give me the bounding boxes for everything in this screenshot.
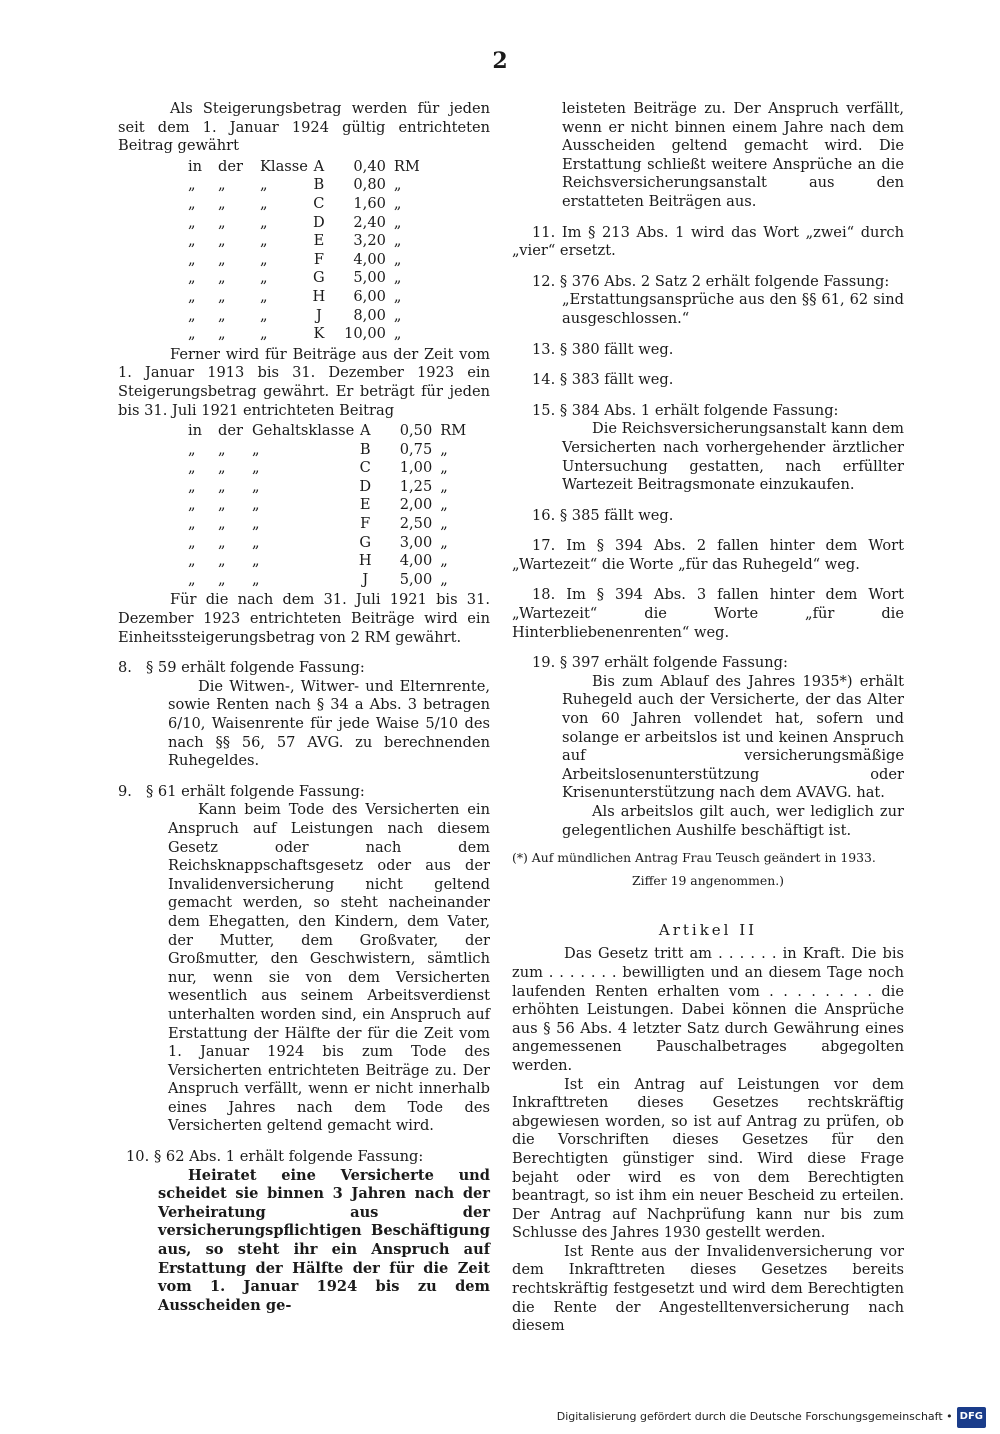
paragraph-1913: Ferner wird für Beiträge aus der Zeit vom 1. Januar 1913 bis 31. Dezember 1923 ein Steigerungsbetrag gewährt. Er beträgt für jeden bis 31. Juli 1921 entrichteten Beitrag <box>118 345 490 419</box>
amount: 6,00 <box>353 287 386 305</box>
rate-row: „ „ „ K 10,00 „ <box>188 325 420 344</box>
article-paragraph-3: Ist Rente aus der Invalidenversicherung vor dem Inkrafttreten dieses Gesetzes bereits rechtskräftig festgesetzt und wird dem Berechtigten die Rente der Angestelltenversicherung nach diesem <box>512 1242 904 1335</box>
unit: „ <box>393 194 402 212</box>
class-letter: F <box>360 515 371 533</box>
item-16: 16. § 385 fällt weg. <box>532 506 674 524</box>
class-letter: D <box>359 477 372 495</box>
amount: 2,00 <box>399 496 433 514</box>
item-12-heading: 12. § 376 Abs. 2 Satz 2 erhält folgende Fassung: <box>532 272 890 290</box>
item-19-text-2: Als arbeitslos gilt auch, wer lediglich zur gelegentlichen Aushilfe beschäftigt ist. <box>562 803 904 839</box>
article-paragraph-1: Das Gesetz tritt am . . . . . . in Kraft. Die bis zum . . . . . . . bewilligten und an diesem Tage noch laufenden Renten erhalten vom . . . . . . . . die erhöhten Leistungen. Dabei können die Ansprüche aus § 56 Abs. 4 letzter Satz durch Gewährung eines angemessenen Pauschalbetrages abgegolten werden. <box>512 945 904 1074</box>
unit: „ <box>440 459 448 477</box>
rate-row: „ „ „ F 4,00 „ <box>188 251 420 270</box>
class-letter: J <box>362 570 369 588</box>
amount: 5,00 <box>353 269 386 287</box>
rate-row: „ „ „ D 1,25 „ <box>188 478 466 497</box>
item-9-heading: 9. § 61 erhält folgende Fassung: <box>118 782 365 800</box>
amount: 4,00 <box>399 552 433 570</box>
amount: 3,20 <box>353 232 386 250</box>
item-12-quote: „Erstattungsansprüche aus den §§ 61, 62 sind ausgeschlossen.“ <box>562 291 904 327</box>
amount: 2,40 <box>353 213 386 231</box>
footer-text: Digitalisierung gefördert durch die Deutsche Forschungsgemeinschaft • <box>556 1410 953 1424</box>
class-letter: E <box>313 232 325 250</box>
intro-paragraph: Als Steigerungsbetrag werden für jeden seit dem 1. Januar 1924 gültig entrichteten Beitrag gewährt <box>118 100 490 155</box>
item-15-text: Die Reichsversicherungsanstalt kann dem Versicherten nach vorhergehender ärztlicher Untersuchung gestatten, nach erfüllter Wartezeit Beitragsmonate einzukaufen. <box>562 420 904 494</box>
unit: „ <box>393 287 402 305</box>
unit: RM <box>393 157 420 175</box>
unit: „ <box>440 533 448 551</box>
amount: 0,40 <box>353 157 386 175</box>
rate-row: „ „ „ J 8,00 „ <box>188 307 420 326</box>
item-8-heading: 8. § 59 erhält folgende Fassung: <box>118 659 365 677</box>
class-letter: A <box>313 157 325 175</box>
item-19-heading: 19. § 397 erhält folgende Fassung: <box>532 654 788 672</box>
unit: „ <box>440 515 448 533</box>
rate-row: „ „ „ B 0,75 „ <box>188 441 466 460</box>
amount: 1,60 <box>353 194 386 212</box>
rate-row: „ „ „ H 6,00 „ <box>188 288 420 307</box>
amount: 10,00 <box>344 325 386 343</box>
amount: 0,50 <box>399 422 433 440</box>
unit: „ <box>393 269 402 287</box>
class-letter: G <box>359 533 372 551</box>
item-14: 14. § 383 fällt weg. <box>532 371 674 389</box>
class-letter: E <box>359 496 371 514</box>
rate-row: „ „ „ H 4,00 „ <box>188 552 466 571</box>
unit: „ <box>440 440 448 458</box>
amount: 1,00 <box>399 459 433 477</box>
amount: 0,80 <box>353 176 386 194</box>
paragraph-unit-rate: Für die nach dem 31. Juli 1921 bis 31. Dezember 1923 entrichteten Beiträge wird ein Einheitssteigerungsbetrag von 2 RM gewährt. <box>118 591 490 646</box>
unit: „ <box>393 325 402 343</box>
amount: 1,25 <box>399 477 433 495</box>
rate-row: „ „ „ J 5,00 „ <box>188 571 466 590</box>
unit: RM <box>440 422 467 440</box>
item-8-text: Die Witwen-, Witwer- und Elternrente, sowie Renten nach § 34 a Abs. 3 betragen 6/10, Waisenrente für jede Waise 5/10 des nach §§ 56, 57 AVG. zu berechnenden Ruhegeldes. <box>168 677 490 770</box>
class-letter: A <box>359 422 371 440</box>
footnote-continued: Ziffer 19 angenommen.) <box>632 873 784 889</box>
item-19-text-1: Bis zum Ablauf des Jahres 1935*) erhält Ruhegeld auch der Versicherte, der das Alter von 60 Jahren vollendet hat, sofern und solange er arbeitslos ist und keinen Anspruch auf versicherungsmäßige Arbeitslosenunterstützung oder Krisenunterstützung nach dem AVAVG. hat. <box>562 672 904 802</box>
class-letter: C <box>359 459 371 477</box>
item-18: 18. Im § 394 Abs. 3 fallen hinter dem Wort „Wartezeit“ die Worte „für die Hinterbliebenenrenten“ weg. <box>512 586 904 641</box>
rate-row: in der Gehaltsklasse A 0,50 RM <box>188 422 467 440</box>
class-letter: F <box>313 250 324 268</box>
rate-row: „ „ „ E 3,20 „ <box>188 232 420 251</box>
unit: „ <box>440 570 448 588</box>
item-10-continued: leisteten Beiträge zu. Der Anspruch verfällt, wenn er nicht binnen einem Jahre nach dem Ausscheiden geltend gemacht wird. Die Erstattung schließt weitere Ansprüche an die Reichsversicherungsanstalt aus den erstatteten Beiträgen aus. <box>562 100 904 210</box>
footnote: (*) Auf mündlichen Antrag Frau Teusch geändert in 1933. <box>512 850 876 866</box>
unit: „ <box>393 250 402 268</box>
item-11: 11. Im § 213 Abs. 1 wird das Wort „zwei“ durch „vier“ ersetzt. <box>512 223 904 260</box>
rate-row: „ „ „ G 5,00 „ <box>188 269 420 288</box>
rate-row: „ „ „ C 1,00 „ <box>188 459 466 478</box>
rate-table-salary-classes <box>188 422 466 589</box>
amount: 3,00 <box>399 533 433 551</box>
rate-row: in der Klasse A 0,40 RM <box>188 157 420 175</box>
amount: 0,75 <box>399 440 433 458</box>
article-paragraph-2: Ist ein Antrag auf Leistungen vor dem Inkrafttreten dieses Gesetzes rechtskräftig abgewiesen worden, so ist auf Antrag zu prüfen, ob die Vorschriften dieses Gesetzes für den Berechtigten günstiger sind. Wird diese Frage bejaht oder wird es von dem Berechtigten beantragt, so ist ihm ein neuer Bescheid zu erteilen. Der Antrag auf Nachprüfung kann nur bis zum Schlusse des Jahres 1930 gestellt werden. <box>512 1075 904 1242</box>
unit: „ <box>393 176 402 194</box>
unit: „ <box>393 306 402 324</box>
class-letter: C <box>313 194 325 212</box>
funding-footer <box>557 1407 986 1428</box>
item-13: 13. § 380 fällt weg. <box>532 340 674 358</box>
rate-row: „ „ „ D 2,40 „ <box>188 214 420 233</box>
article-title: Artikel II <box>658 920 758 939</box>
item-9-text: Kann beim Tode des Versicherten ein Anspruch auf Leistungen nach diesem Gesetz oder nach dem Reichsknappschaftsgesetz oder aus der Invalidenversicherung nicht geltend gemacht werden, so steht nacheinander dem Ehegatten, den Kindern, dem Vater, der Mutter, dem Großvater, der Großmutter, den Geschwistern, sämtlich nur, wenn sie von dem Versicherten wesentlich aus seinem Arbeitsverdienst unterhalten worden sind, ein Anspruch auf Erstattung der Hälfte der für die Zeit vom 1. Januar 1924 bis zum Tode des Versicherten entrichteten Beiträge zu. Der Anspruch verfällt, wenn er nicht innerhalb eines Jahres nach dem Tode des Versicherten geltend gemacht wird. <box>168 801 490 1135</box>
class-letter: H <box>312 287 326 305</box>
unit: „ <box>440 496 448 514</box>
rate-row: „ „ „ B 0,80 „ <box>188 176 420 195</box>
class-letter: K <box>313 325 325 343</box>
left-column <box>118 100 490 1315</box>
amount: 5,00 <box>399 570 433 588</box>
page-number: 2 <box>492 48 508 74</box>
class-letter: D <box>313 213 325 231</box>
item-10-heading: 10. § 62 Abs. 1 erhält folgende Fassung: <box>126 1148 424 1166</box>
class-letter: J <box>315 306 322 324</box>
item-15-heading: 15. § 384 Abs. 1 erhält folgende Fassung: <box>532 401 839 419</box>
rate-row: „ „ „ E 2,00 „ <box>188 496 466 515</box>
amount: 2,50 <box>399 515 433 533</box>
amount: 4,00 <box>353 250 386 268</box>
class-letter: G <box>313 269 325 287</box>
rate-row: „ „ „ C 1,60 „ <box>188 195 420 214</box>
right-column <box>512 100 904 1336</box>
item-10-text: Heiratet eine Versicherte und scheidet sie binnen 3 Jahren nach der Verheiratung aus der versicherungspflichtigen Beschäftigung aus, so steht ihr ein Anspruch auf Erstattung der Hälfte der für die Zeit vom 1. Januar 1924 bis zu dem Ausscheiden ge- <box>158 1166 490 1314</box>
unit: „ <box>440 552 448 570</box>
class-letter: H <box>358 552 372 570</box>
rate-row: „ „ „ F 2,50 „ <box>188 515 466 534</box>
unit: „ <box>393 232 402 250</box>
unit: „ <box>393 213 402 231</box>
class-letter: B <box>359 440 371 458</box>
class-letter: B <box>313 176 325 194</box>
item-17: 17. Im § 394 Abs. 2 fallen hinter dem Wort „Wartezeit“ die Worte „für das Ruhegeld“ weg. <box>512 537 904 573</box>
dfg-logo-icon: DFG <box>957 1407 986 1428</box>
unit: „ <box>440 477 448 495</box>
rate-row: „ „ „ G 3,00 „ <box>188 534 466 553</box>
rate-table-classes <box>188 158 420 344</box>
amount: 8,00 <box>353 306 386 324</box>
